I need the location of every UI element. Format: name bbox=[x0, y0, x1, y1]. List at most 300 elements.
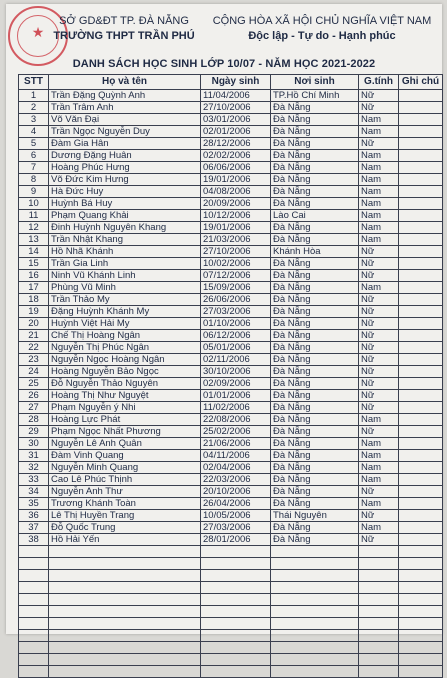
table-row bbox=[19, 426, 443, 438]
cell-gender: Nữ bbox=[359, 294, 399, 306]
cell-stt bbox=[19, 618, 49, 630]
cell-stt bbox=[19, 582, 49, 594]
cell-gender: Nam bbox=[359, 150, 399, 162]
cell-stt: 20 bbox=[19, 318, 49, 330]
cell-stt: 12 bbox=[19, 222, 49, 234]
cell-notes bbox=[399, 198, 443, 210]
cell-notes bbox=[399, 282, 443, 294]
cell-name: Hồ Hải Yến bbox=[49, 534, 201, 546]
cell-gender: Nữ bbox=[359, 138, 399, 150]
table-row bbox=[19, 270, 443, 282]
cell-name: Hoàng Thị Như Nguyệt bbox=[49, 390, 201, 402]
cell-name: Hoàng Phúc Hưng bbox=[49, 162, 201, 174]
cell-birthplace bbox=[271, 606, 359, 618]
cell-dob: 20/09/2006 bbox=[201, 198, 271, 210]
table-row bbox=[19, 378, 443, 390]
table-row bbox=[19, 306, 443, 318]
table-row bbox=[19, 210, 443, 222]
cell-name: Đàm Gia Hân bbox=[49, 138, 201, 150]
cell-birthplace: Đà Nẵng bbox=[271, 474, 359, 486]
cell-gender: Nam bbox=[359, 498, 399, 510]
cell-gender: Nữ bbox=[359, 426, 399, 438]
table-row bbox=[19, 402, 443, 414]
cell-birthplace: Đà Nẵng bbox=[271, 426, 359, 438]
cell-dob: 06/12/2006 bbox=[201, 330, 271, 342]
table-row bbox=[19, 282, 443, 294]
blank-row bbox=[19, 618, 443, 630]
table-row bbox=[19, 198, 443, 210]
cell-dob bbox=[201, 546, 271, 558]
cell-birthplace: Đà Nẵng bbox=[271, 102, 359, 114]
cell-notes bbox=[399, 306, 443, 318]
cell-birthplace bbox=[271, 546, 359, 558]
cell-dob: 28/01/2006 bbox=[201, 534, 271, 546]
cell-gender: Nữ bbox=[359, 306, 399, 318]
cell-dob bbox=[201, 606, 271, 618]
cell-name bbox=[49, 666, 201, 678]
cell-dob: 28/12/2006 bbox=[201, 138, 271, 150]
table-row bbox=[19, 510, 443, 522]
cell-gender: Nam bbox=[359, 414, 399, 426]
cell-dob: 10/12/2006 bbox=[201, 210, 271, 222]
cell-name: Phạm Quang Khải bbox=[49, 210, 201, 222]
cell-name: Đỗ Quốc Trung bbox=[49, 522, 201, 534]
department-name: SỞ GD&ĐT TP. ĐÀ NẴNG bbox=[59, 15, 189, 27]
cell-gender: Nữ bbox=[359, 366, 399, 378]
table-row bbox=[19, 522, 443, 534]
cell-notes bbox=[399, 642, 443, 654]
cell-birthplace: Đà Nẵng bbox=[271, 402, 359, 414]
cell-birthplace: Đà Nẵng bbox=[271, 366, 359, 378]
blank-row bbox=[19, 654, 443, 666]
cell-notes bbox=[399, 258, 443, 270]
cell-dob: 03/01/2006 bbox=[201, 114, 271, 126]
cell-stt bbox=[19, 666, 49, 678]
cell-birthplace bbox=[271, 582, 359, 594]
cell-stt bbox=[19, 642, 49, 654]
cell-name: Trần Gia Linh bbox=[49, 258, 201, 270]
cell-dob bbox=[201, 558, 271, 570]
cell-dob: 27/03/2006 bbox=[201, 306, 271, 318]
blank-row bbox=[19, 570, 443, 582]
cell-stt: 38 bbox=[19, 534, 49, 546]
cell-notes bbox=[399, 222, 443, 234]
cell-notes bbox=[399, 366, 443, 378]
cell-dob: 02/01/2006 bbox=[201, 126, 271, 138]
cell-gender bbox=[359, 558, 399, 570]
cell-stt: 23 bbox=[19, 354, 49, 366]
cell-gender: Nữ bbox=[359, 102, 399, 114]
cell-name bbox=[49, 606, 201, 618]
cell-notes bbox=[399, 522, 443, 534]
cell-gender bbox=[359, 606, 399, 618]
blank-row bbox=[19, 642, 443, 654]
cell-gender: Nữ bbox=[359, 402, 399, 414]
cell-birthplace: Đà Nẵng bbox=[271, 438, 359, 450]
table-row bbox=[19, 234, 443, 246]
cell-gender: Nữ bbox=[359, 246, 399, 258]
cell-name bbox=[49, 558, 201, 570]
cell-dob: 02/02/2006 bbox=[201, 150, 271, 162]
cell-name: Chế Thị Hoàng Ngân bbox=[49, 330, 201, 342]
cell-name: Nguyễn Lê Anh Quân bbox=[49, 438, 201, 450]
cell-notes bbox=[399, 618, 443, 630]
cell-name: Trương Khánh Toàn bbox=[49, 498, 201, 510]
cell-dob: 02/09/2006 bbox=[201, 378, 271, 390]
cell-birthplace: Đà Nẵng bbox=[271, 114, 359, 126]
cell-dob: 22/03/2006 bbox=[201, 474, 271, 486]
cell-notes bbox=[399, 558, 443, 570]
cell-notes bbox=[399, 666, 443, 678]
cell-notes bbox=[399, 534, 443, 546]
cell-dob: 11/02/2006 bbox=[201, 402, 271, 414]
cell-birthplace: Đà Nẵng bbox=[271, 138, 359, 150]
cell-gender: Nam bbox=[359, 114, 399, 126]
cell-notes bbox=[399, 126, 443, 138]
cell-notes bbox=[399, 354, 443, 366]
cell-stt: 28 bbox=[19, 414, 49, 426]
cell-gender: Nam bbox=[359, 462, 399, 474]
cell-name: Đinh Huỳnh Nguyên Khang bbox=[49, 222, 201, 234]
cell-name: Hoàng Lực Phát bbox=[49, 414, 201, 426]
blank-row bbox=[19, 546, 443, 558]
document-title: DANH SÁCH HỌC SINH LỚP 10/07 - NĂM HỌC 2021-2022 bbox=[72, 58, 376, 70]
cell-stt: 21 bbox=[19, 330, 49, 342]
cell-birthplace: Đà Nẵng bbox=[271, 234, 359, 246]
cell-name: Võ Đức Kim Hưng bbox=[49, 174, 201, 186]
cell-stt: 9 bbox=[19, 186, 49, 198]
table-row bbox=[19, 534, 443, 546]
cell-gender: Nam bbox=[359, 186, 399, 198]
cell-gender: Nam bbox=[359, 198, 399, 210]
cell-gender: Nữ bbox=[359, 318, 399, 330]
cell-notes bbox=[399, 246, 443, 258]
cell-name: Võ Văn Đại bbox=[49, 114, 201, 126]
table-row bbox=[19, 318, 443, 330]
cell-birthplace: Đà Nẵng bbox=[271, 342, 359, 354]
cell-notes bbox=[399, 234, 443, 246]
cell-stt: 7 bbox=[19, 162, 49, 174]
cell-notes bbox=[399, 606, 443, 618]
header-right bbox=[206, 14, 438, 44]
cell-notes bbox=[399, 486, 443, 498]
cell-gender: Nam bbox=[359, 162, 399, 174]
cell-stt: 27 bbox=[19, 402, 49, 414]
cell-birthplace bbox=[271, 570, 359, 582]
cell-name: Trần Nhật Khang bbox=[49, 234, 201, 246]
cell-birthplace: Đà Nẵng bbox=[271, 186, 359, 198]
cell-notes bbox=[399, 90, 443, 102]
cell-stt: 3 bbox=[19, 114, 49, 126]
cell-birthplace: Đà Nẵng bbox=[271, 198, 359, 210]
cell-name: Hoàng Nguyễn Bảo Ngọc bbox=[49, 366, 201, 378]
table-row bbox=[19, 342, 443, 354]
table-row bbox=[19, 438, 443, 450]
cell-gender: Nữ bbox=[359, 90, 399, 102]
seal-star-icon: ★ bbox=[31, 24, 45, 40]
cell-stt: 35 bbox=[19, 498, 49, 510]
cell-name: Hồ Nhã Khánh bbox=[49, 246, 201, 258]
col-header-notes: Ghi chú bbox=[399, 75, 443, 90]
cell-stt: 4 bbox=[19, 126, 49, 138]
cell-dob: 19/01/2006 bbox=[201, 222, 271, 234]
cell-name: Nguyễn Ngọc Hoàng Ngân bbox=[49, 354, 201, 366]
cell-birthplace: Đà Nẵng bbox=[271, 534, 359, 546]
cell-birthplace: Đà Nẵng bbox=[271, 270, 359, 282]
cell-dob bbox=[201, 570, 271, 582]
cell-stt: 5 bbox=[19, 138, 49, 150]
cell-stt bbox=[19, 558, 49, 570]
cell-stt: 29 bbox=[19, 426, 49, 438]
table-row bbox=[19, 222, 443, 234]
cell-dob: 05/01/2006 bbox=[201, 342, 271, 354]
cell-birthplace: Thái Nguyên bbox=[271, 510, 359, 522]
cell-stt bbox=[19, 546, 49, 558]
cell-gender: Nam bbox=[359, 438, 399, 450]
cell-dob: 20/10/2006 bbox=[201, 486, 271, 498]
cell-notes bbox=[399, 546, 443, 558]
cell-stt: 16 bbox=[19, 270, 49, 282]
cell-notes bbox=[399, 114, 443, 126]
table-row bbox=[19, 258, 443, 270]
cell-birthplace bbox=[271, 666, 359, 678]
cell-dob: 21/03/2006 bbox=[201, 234, 271, 246]
cell-gender: Nữ bbox=[359, 258, 399, 270]
cell-dob: 30/10/2006 bbox=[201, 366, 271, 378]
cell-dob: 04/08/2006 bbox=[201, 186, 271, 198]
col-header-dob: Ngày sinh bbox=[201, 75, 271, 90]
table-row bbox=[19, 498, 443, 510]
col-header-name: Họ và tên bbox=[49, 75, 201, 90]
cell-birthplace: Đà Nẵng bbox=[271, 306, 359, 318]
cell-name bbox=[49, 594, 201, 606]
cell-gender: Nam bbox=[359, 222, 399, 234]
cell-name: Nguyễn Thị Phúc Ngân bbox=[49, 342, 201, 354]
cell-notes bbox=[399, 462, 443, 474]
table-row bbox=[19, 162, 443, 174]
cell-birthplace: Đà Nẵng bbox=[271, 414, 359, 426]
cell-dob: 01/01/2006 bbox=[201, 390, 271, 402]
cell-birthplace: Đà Nẵng bbox=[271, 378, 359, 390]
cell-dob: 01/10/2006 bbox=[201, 318, 271, 330]
col-header-birthplace: Nơi sinh bbox=[271, 75, 359, 90]
cell-dob: 10/05/2006 bbox=[201, 510, 271, 522]
cell-name bbox=[49, 546, 201, 558]
cell-birthplace: Đà Nẵng bbox=[271, 222, 359, 234]
cell-name: Nguyễn Minh Quang bbox=[49, 462, 201, 474]
table-row bbox=[19, 474, 443, 486]
cell-name: Trần Đặng Quỳnh Anh bbox=[49, 90, 201, 102]
cell-notes bbox=[399, 150, 443, 162]
cell-notes bbox=[399, 654, 443, 666]
cell-birthplace: Đà Nẵng bbox=[271, 354, 359, 366]
cell-name: Trần Ngọc Nguyễn Duy bbox=[49, 126, 201, 138]
cell-notes bbox=[399, 582, 443, 594]
cell-stt: 13 bbox=[19, 234, 49, 246]
table-row bbox=[19, 294, 443, 306]
cell-name: Lê Thị Huyền Trang bbox=[49, 510, 201, 522]
cell-gender: Nữ bbox=[359, 378, 399, 390]
cell-notes bbox=[399, 162, 443, 174]
cell-birthplace: Đà Nẵng bbox=[271, 390, 359, 402]
cell-notes bbox=[399, 342, 443, 354]
cell-birthplace bbox=[271, 642, 359, 654]
cell-dob: 21/06/2006 bbox=[201, 438, 271, 450]
cell-notes bbox=[399, 450, 443, 462]
cell-dob: 27/10/2006 bbox=[201, 246, 271, 258]
cell-stt: 11 bbox=[19, 210, 49, 222]
cell-name bbox=[49, 582, 201, 594]
table-row bbox=[19, 390, 443, 402]
cell-name bbox=[49, 654, 201, 666]
cell-birthplace: Đà Nẵng bbox=[271, 174, 359, 186]
cell-birthplace bbox=[271, 558, 359, 570]
table-row bbox=[19, 186, 443, 198]
cell-gender bbox=[359, 642, 399, 654]
student-table bbox=[18, 74, 443, 678]
cell-dob: 25/02/2006 bbox=[201, 426, 271, 438]
cell-gender: Nam bbox=[359, 522, 399, 534]
cell-gender bbox=[359, 546, 399, 558]
cell-birthplace: Đà Nẵng bbox=[271, 150, 359, 162]
cell-name: Nguyễn Anh Thư bbox=[49, 486, 201, 498]
country-name: CỘNG HÒA XÃ HỘI CHỦ NGHĨA VIỆT NAM bbox=[212, 15, 432, 27]
cell-dob: 06/06/2006 bbox=[201, 162, 271, 174]
cell-gender: Nữ bbox=[359, 354, 399, 366]
cell-dob bbox=[201, 618, 271, 630]
blank-row bbox=[19, 558, 443, 570]
school-name: TRƯỜNG THPT TRẦN PHÚ bbox=[53, 30, 195, 42]
cell-stt bbox=[19, 594, 49, 606]
cell-gender: Nữ bbox=[359, 342, 399, 354]
cell-stt: 24 bbox=[19, 366, 49, 378]
cell-birthplace: Đà Nẵng bbox=[271, 498, 359, 510]
cell-notes bbox=[399, 426, 443, 438]
cell-stt: 6 bbox=[19, 150, 49, 162]
cell-gender: Nam bbox=[359, 210, 399, 222]
cell-name: Dương Đặng Huân bbox=[49, 150, 201, 162]
cell-notes bbox=[399, 570, 443, 582]
cell-gender bbox=[359, 654, 399, 666]
table-header-row bbox=[19, 75, 443, 90]
cell-dob bbox=[201, 582, 271, 594]
cell-dob: 04/11/2006 bbox=[201, 450, 271, 462]
cell-birthplace: Đà Nẵng bbox=[271, 294, 359, 306]
cell-birthplace: Đà Nẵng bbox=[271, 318, 359, 330]
cell-notes bbox=[399, 330, 443, 342]
cell-name: Trần Trâm Anh bbox=[49, 102, 201, 114]
cell-name: Trần Thảo My bbox=[49, 294, 201, 306]
cell-stt: 19 bbox=[19, 306, 49, 318]
cell-dob bbox=[201, 594, 271, 606]
cell-gender: Nam bbox=[359, 174, 399, 186]
cell-name: Phạm Nguyễn ý Nhi bbox=[49, 402, 201, 414]
cell-notes bbox=[399, 186, 443, 198]
cell-gender: Nam bbox=[359, 282, 399, 294]
cell-stt: 25 bbox=[19, 378, 49, 390]
cell-notes bbox=[399, 438, 443, 450]
cell-name: Huỳnh Việt Hải My bbox=[49, 318, 201, 330]
cell-gender: Nữ bbox=[359, 534, 399, 546]
cell-birthplace: Đà Nẵng bbox=[271, 462, 359, 474]
cell-notes bbox=[399, 270, 443, 282]
cell-notes bbox=[399, 174, 443, 186]
cell-birthplace: Đà Nẵng bbox=[271, 162, 359, 174]
table-row bbox=[19, 138, 443, 150]
cell-notes bbox=[399, 594, 443, 606]
cell-stt: 8 bbox=[19, 174, 49, 186]
cell-stt: 17 bbox=[19, 282, 49, 294]
cell-notes bbox=[399, 510, 443, 522]
cell-birthplace: Đà Nẵng bbox=[271, 330, 359, 342]
cell-birthplace: Đà Nẵng bbox=[271, 258, 359, 270]
cell-gender: Nữ bbox=[359, 510, 399, 522]
cell-dob bbox=[201, 654, 271, 666]
cell-stt: 33 bbox=[19, 474, 49, 486]
cell-name: Ninh Vũ Khánh Linh bbox=[49, 270, 201, 282]
table-row bbox=[19, 90, 443, 102]
cell-gender bbox=[359, 618, 399, 630]
cell-gender bbox=[359, 594, 399, 606]
header-left bbox=[44, 14, 204, 44]
national-motto: Độc lập - Tự do - Hạnh phúc bbox=[248, 30, 396, 42]
col-header-stt: STT bbox=[19, 75, 49, 90]
cell-stt: 31 bbox=[19, 450, 49, 462]
cell-gender: Nữ bbox=[359, 270, 399, 282]
table-row bbox=[19, 414, 443, 426]
cell-gender: Nam bbox=[359, 474, 399, 486]
cell-name bbox=[49, 642, 201, 654]
cell-birthplace bbox=[271, 594, 359, 606]
cell-birthplace bbox=[271, 654, 359, 666]
cell-name: Đỗ Nguyễn Thảo Nguyên bbox=[49, 378, 201, 390]
cell-stt: 37 bbox=[19, 522, 49, 534]
cell-dob: 19/01/2006 bbox=[201, 174, 271, 186]
cell-stt: 10 bbox=[19, 198, 49, 210]
cell-dob bbox=[201, 642, 271, 654]
cell-dob: 27/10/2006 bbox=[201, 102, 271, 114]
cell-birthplace: Lào Cai bbox=[271, 210, 359, 222]
cell-name: Huỳnh Bá Huy bbox=[49, 198, 201, 210]
blank-row bbox=[19, 606, 443, 618]
cell-gender: Nam bbox=[359, 450, 399, 462]
cell-gender: Nam bbox=[359, 234, 399, 246]
cell-stt: 36 bbox=[19, 510, 49, 522]
cell-dob: 02/11/2006 bbox=[201, 354, 271, 366]
cell-dob: 15/09/2006 bbox=[201, 282, 271, 294]
cell-dob: 07/12/2006 bbox=[201, 270, 271, 282]
cell-name: Phùng Vũ Minh bbox=[49, 282, 201, 294]
cell-notes bbox=[399, 102, 443, 114]
cell-name: Cao Lê Phúc Thịnh bbox=[49, 474, 201, 486]
cell-stt: 15 bbox=[19, 258, 49, 270]
cell-stt: 30 bbox=[19, 438, 49, 450]
cell-stt bbox=[19, 570, 49, 582]
cell-dob: 26/04/2006 bbox=[201, 498, 271, 510]
cell-stt bbox=[19, 606, 49, 618]
cell-notes bbox=[399, 318, 443, 330]
table-row bbox=[19, 330, 443, 342]
cell-dob: 11/04/2006 bbox=[201, 90, 271, 102]
cell-notes bbox=[399, 210, 443, 222]
cell-gender bbox=[359, 666, 399, 678]
cell-dob: 22/08/2006 bbox=[201, 414, 271, 426]
table-row bbox=[19, 450, 443, 462]
table-row bbox=[19, 246, 443, 258]
cell-dob bbox=[201, 666, 271, 678]
cell-stt: 22 bbox=[19, 342, 49, 354]
cell-birthplace: Khánh Hòa bbox=[271, 246, 359, 258]
